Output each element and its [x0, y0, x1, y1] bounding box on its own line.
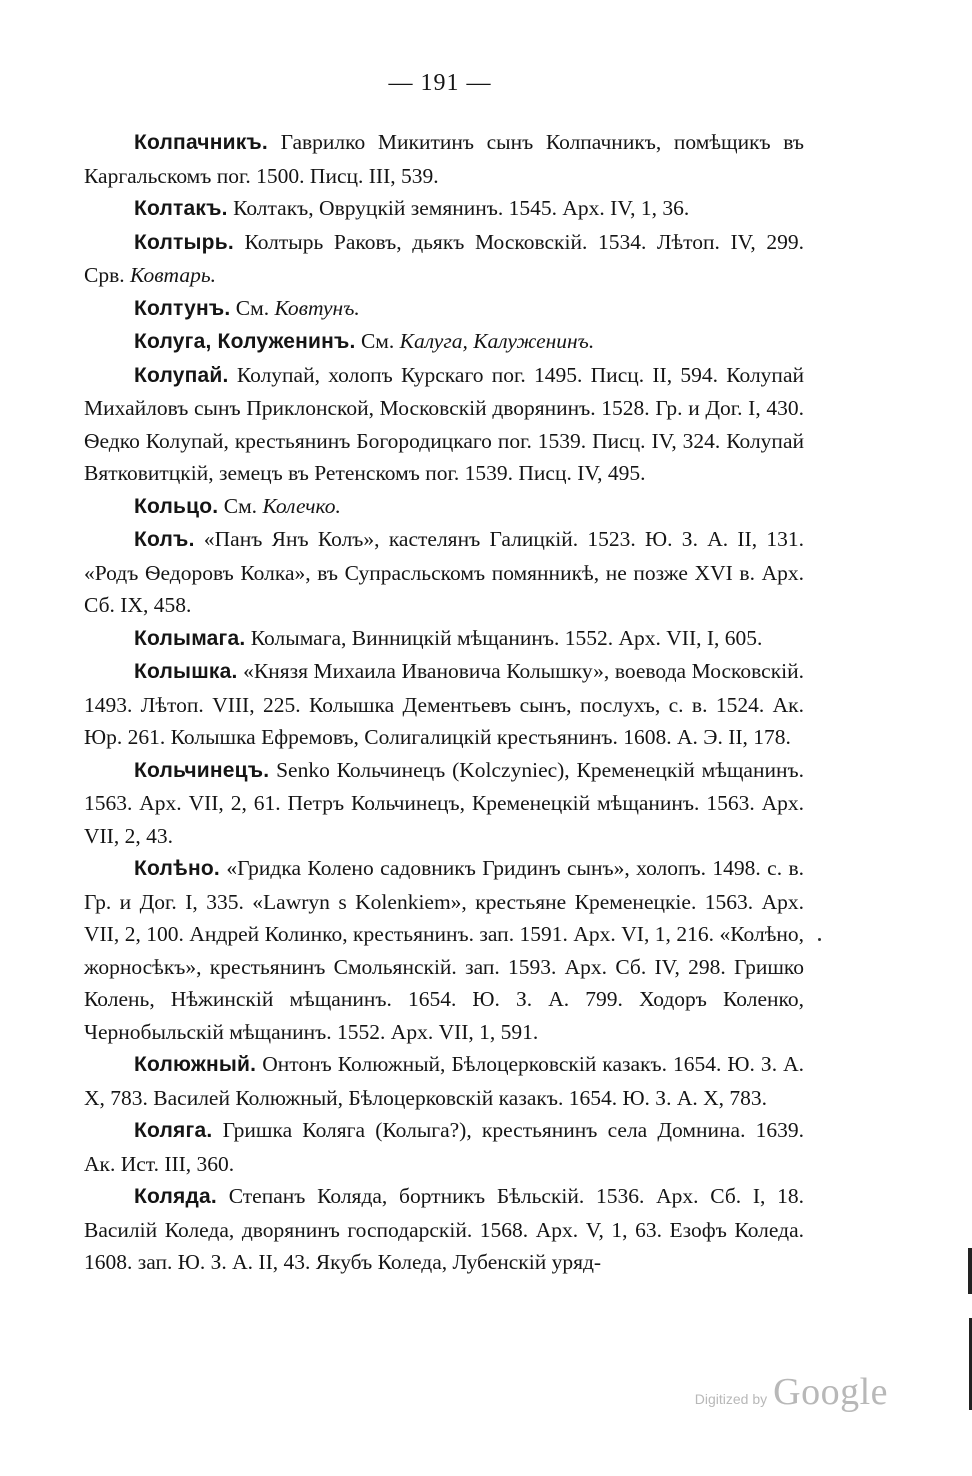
dictionary-entry	[84, 523, 804, 622]
entry-text: Колымага, Винницкій мѣщанинъ. 1552. Арх. VII, I, 605.	[245, 625, 763, 650]
entry-text: См.	[355, 329, 400, 353]
entry-headword: Колтунъ.	[134, 296, 231, 320]
dictionary-entry	[84, 754, 804, 853]
cross-reference: Ковтунъ.	[274, 295, 360, 320]
entry-text: «Гридка Колено садовникъ Гридинъ сынъ», холопъ. 1498. с. в. Гр. и Дог. I, 335. «Lawryn s Kolenkiem», крестьяне Кременецкіе. 1563. Арх. VII, 2, 100. Андрей Колинко, крестьянинъ. зап. 1591. Арх. VI, 1, 216. «Колѣно, жорносѣкъ», крестьянинъ Смольянскій. зап. 1593. Арх. Сб. IV, 298. Гришко Колень, Нѣжинскій мѣщанинъ. 1654. Ю. З. А. 799. Ходоръ Коленко, Чернобыльскій мѣщанинъ. 1552. Арх. VII, 1, 591.	[84, 856, 804, 1044]
cross-reference: Ковтарь.	[130, 263, 216, 287]
entry-text: См.	[230, 295, 275, 320]
entry-text: Колтакъ, Овруцкій земянинъ. 1545. Арх. IV, 1, 36.	[227, 196, 690, 220]
entry-text: Senko Кольчинецъ (Kolczyniec), Кременецкій мѣщанинъ. 1563. Арх. VII, 2, 61. Петръ Кольчинецъ, Кременецкій мѣщанинъ. 1563. Арх. VII, 2, 43.	[84, 757, 804, 848]
entry-text: «Панъ Янъ Колъ», кастелянъ Галицкій. 1523. Ю. З. А. II, 131. «Родъ Ѳедоровъ Колка», въ Супрасльскомъ помянникѣ, не позже XVI в. Арх. Сб. IX, 458.	[84, 527, 804, 617]
entry-headword: Колтырь.	[134, 230, 234, 254]
entry-text: Гришка Коляга (Колыга?), крестьянинъ села Домнина. 1639. Ак. Ист. III, 360.	[84, 1118, 804, 1176]
dictionary-entry	[84, 622, 804, 656]
cross-reference: Калуга, Калуженинъ.	[399, 329, 595, 353]
dictionary-entry	[84, 1180, 804, 1279]
entry-headword: Колышка.	[134, 660, 238, 683]
digitized-watermark	[695, 1370, 888, 1414]
dictionary-entry	[84, 192, 804, 226]
dictionary-entry	[84, 292, 804, 326]
entry-headword: Колтакъ.	[134, 197, 228, 220]
entry-headword: Кольчинецъ.	[134, 758, 270, 782]
scan-speck	[818, 938, 821, 941]
dictionary-entry	[84, 1114, 804, 1180]
entry-text: Степанъ Коляда, бортникъ Бѣльскій. 1536. Арх. Сб. I, 18. Василій Коледа, дворянинъ господарскій. 1568. Арх. V, 1, 63. Езофъ Коледа. 1608. зап. Ю. З. А. II, 43. Якубъ Коледа, Лубенскій уряд-	[84, 1184, 804, 1274]
cross-reference: Колечко.	[262, 493, 341, 518]
entry-headword: Коляда.	[134, 1185, 217, 1208]
dictionary-entry	[84, 852, 804, 1048]
dictionary-entry	[84, 655, 804, 754]
entry-text: «Князя Михаила Ивановича Колышку», воевода Московскій. 1493. Лѣтоп. VIII, 225. Колышка Дементьевъ сынъ, послухъ, с. в. 1524. Ак. Юр. 261. Колышка Ефремовъ, Солигалицкій крестьянинъ. 1608. А. Э. II, 178.	[84, 659, 804, 749]
entry-text: Гаврилко Микитинъ сынъ Колпачникъ, помѣщикъ въ Каргальскомъ пог. 1500. Писц. III, 539.	[84, 130, 804, 188]
page-number: — 191 —	[388, 70, 492, 96]
scan-edge-mark	[968, 1248, 972, 1294]
entry-headword: Коляга.	[134, 1119, 213, 1142]
entry-text: Колтырь Раковъ, дьякъ Московскій. 1534. Лѣтоп. IV, 299. Срв.	[84, 229, 804, 287]
entry-headword: Колъ.	[134, 528, 195, 551]
watermark-brand: Google	[773, 1371, 888, 1413]
entry-headword: Колпачникъ.	[134, 131, 268, 154]
entry-headword: Колупай.	[134, 363, 229, 387]
watermark-prefix: Digitized by	[694, 1391, 768, 1407]
entry-headword: Колѣно.	[134, 857, 220, 880]
dictionary-text	[84, 126, 804, 1279]
entry-text: Онтонъ Колюжный, Бѣлоцерковскій казакъ. 1654. Ю. З. А. X, 783. Василей Колюжный, Бѣлоцерковскій казакъ. 1654. Ю. З. А. X, 783.	[84, 1052, 804, 1110]
entry-headword: Колуга, Колуженинъ.	[134, 330, 356, 353]
entry-text: Колупай, холопъ Курскаго пог. 1495. Писц. II, 594. Колупай Михайловъ сынъ Приклонской, Московскій дворянинъ. 1528. Гр. и Дог. I, 430. Ѳедко Колупай, крестьянинъ Богородицкаго пог. 1539. Писц. IV, 324. Колупай Вятковитцкій, земецъ въ Ретенскомъ пог. 1539. Писц. IV, 495.	[84, 362, 804, 485]
dictionary-entry	[84, 325, 804, 359]
entry-headword: Колымага.	[134, 626, 246, 650]
dictionary-entry	[84, 1048, 804, 1114]
entry-headword: Колюжный.	[134, 1053, 257, 1076]
dictionary-entry	[84, 359, 804, 490]
dictionary-entry	[84, 126, 804, 192]
entry-headword: Кольцо.	[134, 494, 219, 518]
dictionary-entry	[84, 226, 804, 292]
entry-text: См.	[218, 493, 263, 518]
dictionary-entry	[84, 490, 804, 524]
